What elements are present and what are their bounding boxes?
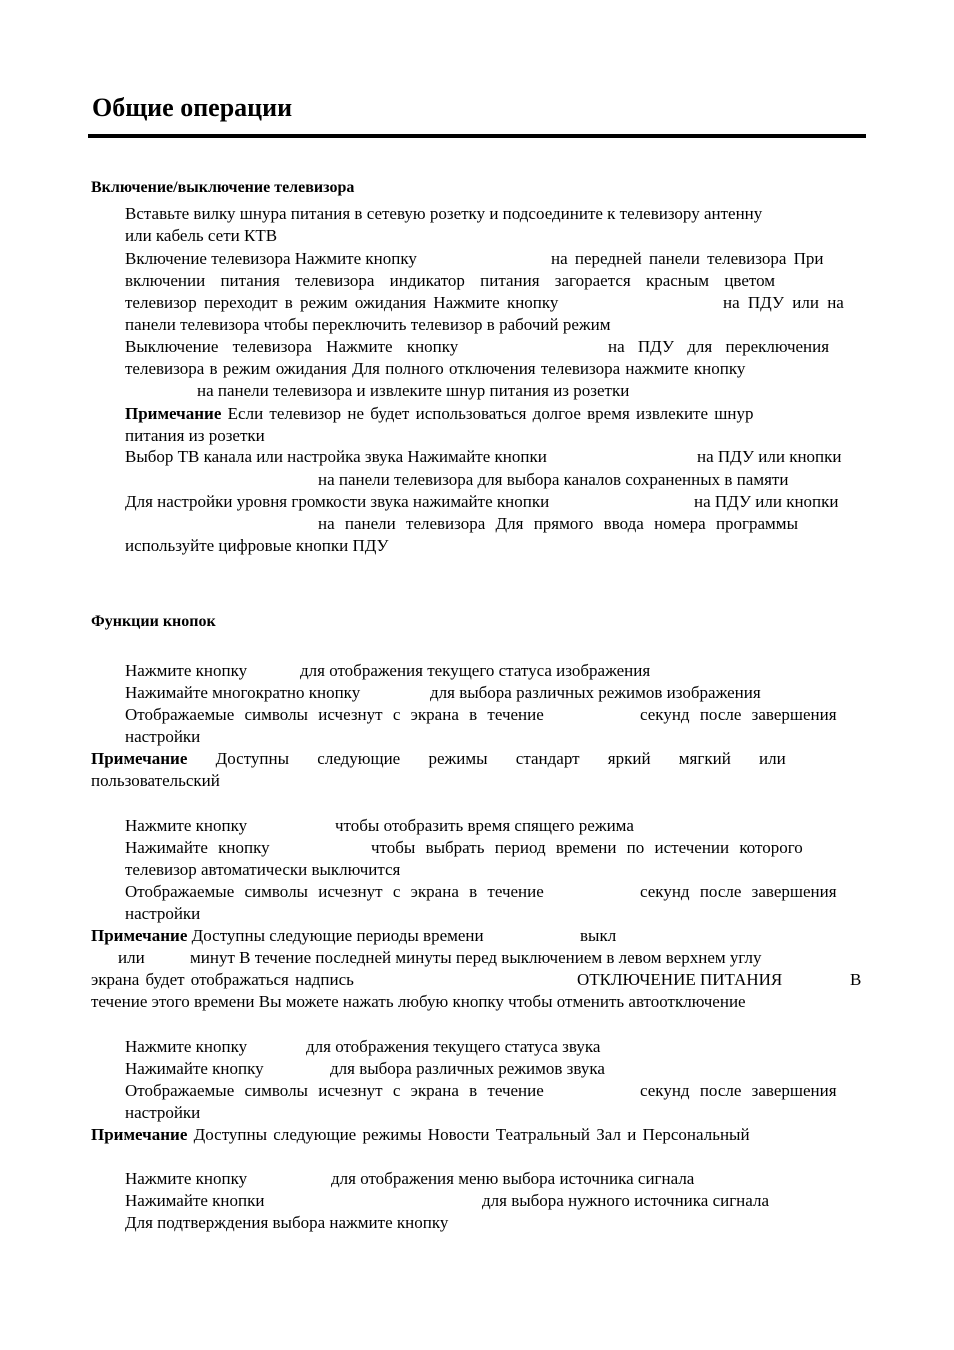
sound-line-4: настройки [125, 1103, 201, 1122]
power-line-6: панели телевизора чтобы переключить телевизор в рабочий режим [125, 315, 611, 334]
section-heading-power: Включение/выключение телевизора [91, 179, 355, 196]
note-label: Примечание [125, 404, 222, 423]
note-label: Примечание [91, 926, 188, 945]
sleep-note-off: выкл [580, 926, 617, 945]
sleep-note-4: течение этого времени Вы можете нажать любую кнопку чтобы отменить автоотключение [91, 992, 746, 1011]
picture-line-3a: Отображаемые символы исчезнут с экрана в течение [125, 705, 544, 724]
sleep-line-4a: Отображаемые символы исчезнут с экрана в течение [125, 882, 544, 901]
power-line-3a: Включение телевизора Нажмите кнопку [125, 249, 417, 268]
power-note: Примечание Если телевизор не будет использоваться долгое время извлеките шнур [125, 404, 754, 423]
picture-line-3b: секунд после завершения [640, 705, 837, 724]
picture-line-2b: для выбора различных режимов изображения [430, 683, 761, 702]
note-label: Примечание [91, 749, 188, 768]
sound-note: Примечание Доступны следующие режимы Новости Театральный Зал и Персональный [91, 1125, 750, 1144]
sound-line-2a: Нажимайте кнопку [125, 1059, 264, 1078]
power-line-13: на панели телевизора для выбора каналов сохраненных в памяти [318, 470, 789, 489]
sleep-line-2b: чтобы выбрать период времени по истечении которого [371, 838, 803, 857]
power-line-16: используйте цифровые кнопки ПДУ [125, 536, 389, 555]
sleep-line-5: настройки [125, 904, 201, 923]
sound-line-3a: Отображаемые символы исчезнут с экрана в течение [125, 1081, 544, 1100]
picture-note-2: пользовательский [91, 771, 220, 790]
power-line-5b: на ПДУ или на [723, 293, 844, 312]
power-line-9: на панели телевизора и извлеките шнур питания из розетки [197, 381, 630, 400]
sleep-note: Примечание Доступны следующие периоды времени [91, 926, 484, 945]
power-line-8: телевизора в режим ожидания Для полного отключения телевизора нажмите кнопку [125, 359, 746, 378]
sleep-line-4b: секунд после завершения [640, 882, 837, 901]
picture-line-1a: Нажмите кнопку [125, 661, 248, 680]
sleep-note-2b: минут В течение последней минуты перед выключением в левом верхнем углу [190, 948, 762, 967]
title-divider [88, 134, 866, 138]
sleep-note-3a: экрана будет отображаться надпись [91, 970, 354, 989]
source-line-1a: Нажмите кнопку [125, 1169, 248, 1188]
power-line-3b: на передней панели телевизора При [551, 249, 824, 268]
section-heading-buttons: Функции кнопок [91, 613, 216, 630]
sleep-line-2a: Нажимайте кнопку [125, 838, 270, 857]
power-line-4: включении питания телевизора индикатор питания загорается красным цветом [125, 271, 776, 290]
sound-line-3b: секунд после завершения [640, 1081, 837, 1100]
sleep-note-3b: ОТКЛЮЧЕНИЕ ПИТАНИЯ [577, 970, 783, 989]
power-line-5a: телевизор переходит в режим ожидания Нажмите кнопку [125, 293, 559, 312]
sleep-note-3c: В [850, 970, 862, 989]
picture-line-4: настройки [125, 727, 201, 746]
source-line-2a: Нажимайте кнопки [125, 1191, 265, 1210]
picture-line-1b: для отображения текущего статуса изображения [300, 661, 651, 680]
power-line-7a: Выключение телевизора Нажмите кнопку [125, 337, 459, 356]
source-line-3: Для подтверждения выбора нажмите кнопку [125, 1213, 449, 1232]
power-line-11: питания из розетки [125, 426, 265, 445]
sound-line-2b: для выбора различных режимов звука [330, 1059, 605, 1078]
sleep-line-3: телевизор автоматически выключится [125, 860, 401, 879]
power-line-2: или кабель сети КТВ [125, 226, 278, 245]
power-line-1: Вставьте вилку шнура питания в сетевую розетку и подсоедините к телевизору антенну [125, 204, 763, 223]
power-line-12a: Выбор ТВ канала или настройка звука Нажимайте кнопки [125, 447, 547, 466]
power-line-12b: на ПДУ или кнопки [697, 447, 842, 466]
power-line-14b: на ПДУ или кнопки [694, 492, 839, 511]
note-label: Примечание [91, 1125, 188, 1144]
power-line-14a: Для настройки уровня громкости звука нажимайте кнопки [125, 492, 550, 511]
sleep-line-1b: чтобы отобразить время спящего режима [335, 816, 634, 835]
picture-note: Примечание Доступны следующие режимы стандарт яркий мягкий или [91, 749, 786, 768]
picture-line-2a: Нажимайте многократно кнопку [125, 683, 361, 702]
source-line-1b: для отображения меню выбора источника сигнала [331, 1169, 695, 1188]
power-line-7b: на ПДУ для переключения [608, 337, 830, 356]
sound-line-1b: для отображения текущего статуса звука [306, 1037, 601, 1056]
sleep-note-2a: или [118, 948, 145, 967]
page-title: Общие операции [92, 93, 293, 122]
power-line-15: на панели телевизора Для прямого ввода номера программы [318, 514, 798, 533]
sound-line-1a: Нажмите кнопку [125, 1037, 248, 1056]
source-line-2b: для выбора нужного источника сигнала [482, 1191, 769, 1210]
sleep-line-1a: Нажмите кнопку [125, 816, 248, 835]
